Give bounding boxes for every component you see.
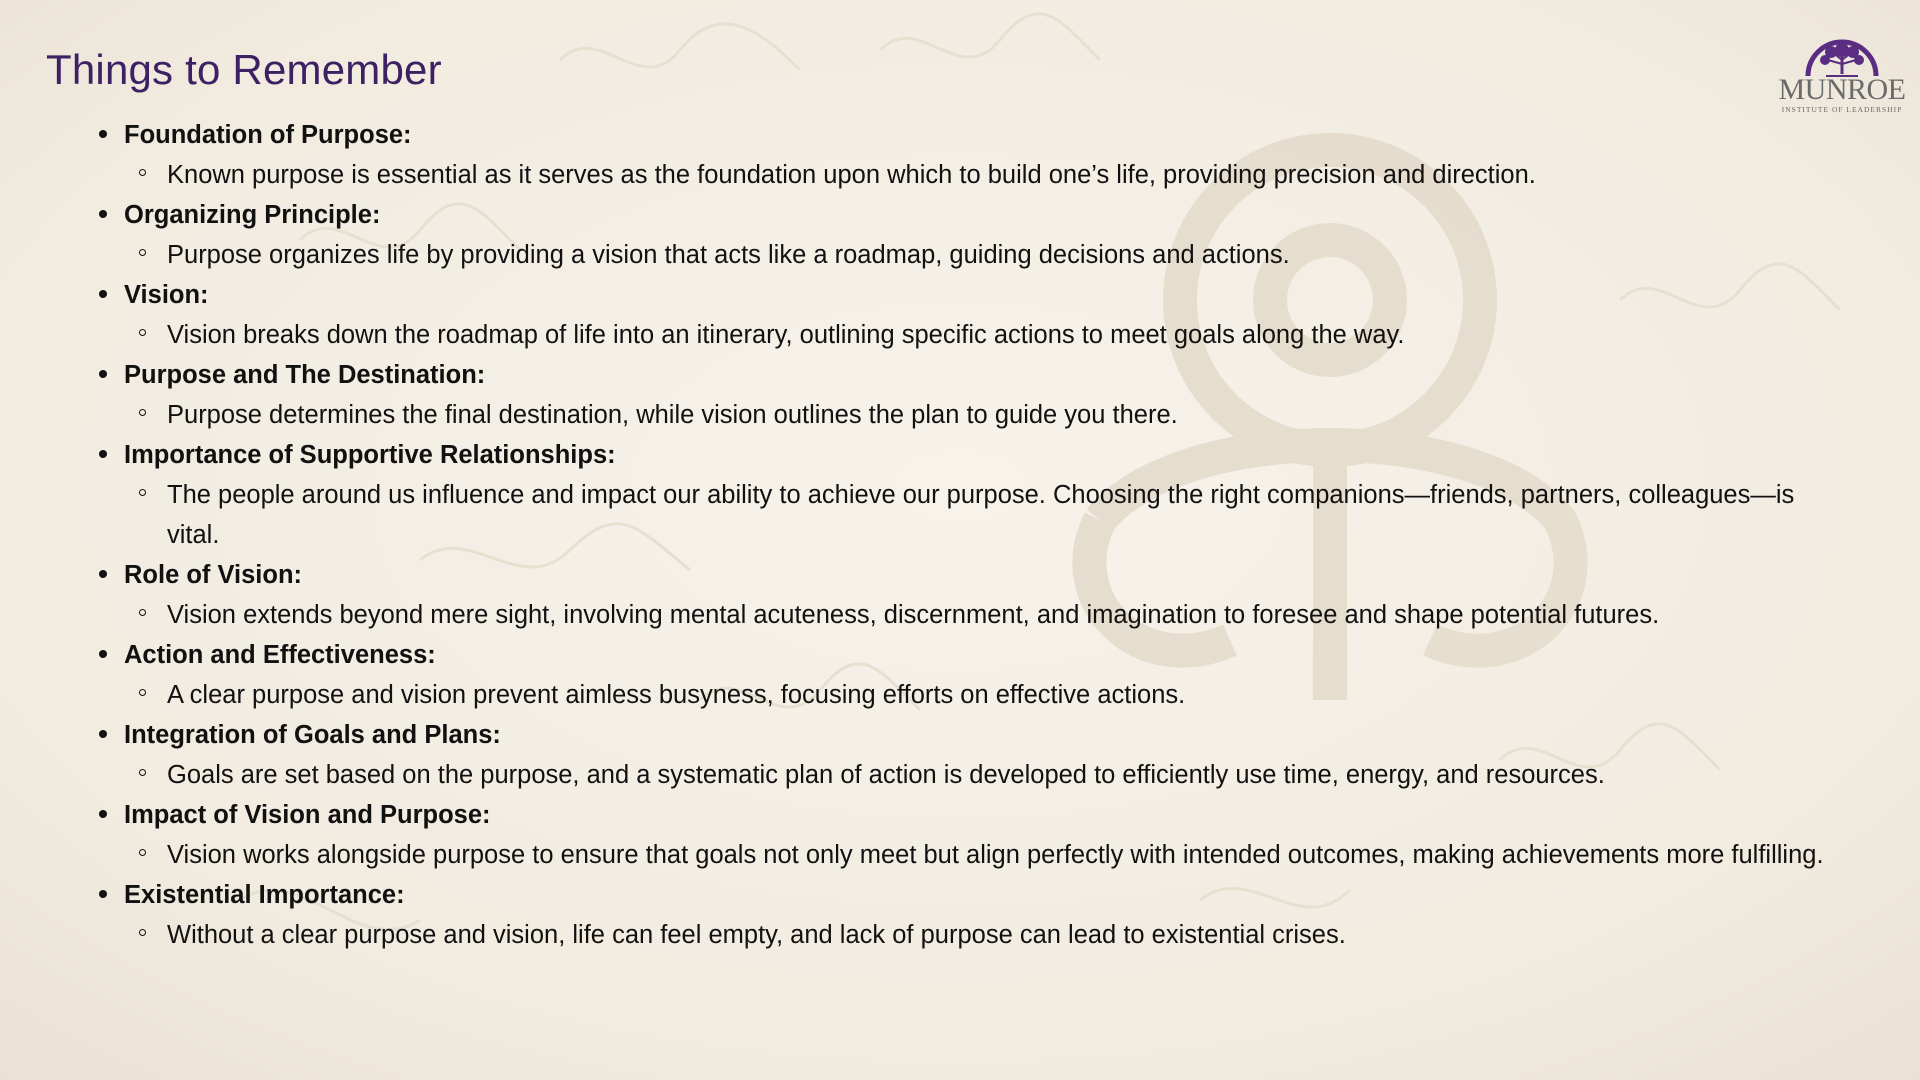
- point-text: Without a clear purpose and vision, life can feel empty, and lack of purpose can lead to existential crises.: [124, 915, 1836, 955]
- point-text: Purpose determines the final destination, while vision outlines the plan to guide you there.: [124, 395, 1836, 435]
- list-item: [96, 795, 1836, 875]
- key-points-list: [96, 115, 1836, 955]
- logo-tagline: INSTITUTE OF LEADERSHIP: [1781, 105, 1903, 114]
- point-text: Vision extends beyond mere sight, involving mental acuteness, discernment, and imagination to foresee and shape potential futures.: [124, 595, 1836, 635]
- point-heading: Integration of Goals and Plans:: [124, 721, 501, 749]
- list-item: [96, 195, 1836, 275]
- point-text: The people around us influence and impact our ability to achieve our purpose. Choosing the right companions—friends, partners, colleagues—is vital.: [124, 475, 1836, 555]
- munroe-logo: [1772, 30, 1912, 126]
- logo-name: MUNROE: [1778, 73, 1906, 106]
- point-heading: Foundation of Purpose:: [124, 121, 412, 149]
- point-text: Goals are set based on the purpose, and a systematic plan of action is developed to efficiently use time, energy, and resources.: [124, 755, 1836, 795]
- point-heading: Existential Importance:: [124, 881, 405, 909]
- point-text: Vision works alongside purpose to ensure that goals not only meet but align perfectly with intended outcomes, making achievements more fulfilling.: [124, 835, 1836, 875]
- slide-title: Things to Remember: [46, 46, 442, 93]
- point-text: Vision breaks down the roadmap of life into an itinerary, outlining specific actions to meet goals along the way.: [124, 315, 1836, 355]
- point-text: Purpose organizes life by providing a vision that acts like a roadmap, guiding decisions and actions.: [124, 235, 1836, 275]
- list-item: [96, 435, 1836, 555]
- list-item: [96, 355, 1836, 435]
- point-heading: Vision:: [124, 281, 209, 309]
- point-heading: Action and Effectiveness:: [124, 641, 436, 669]
- point-heading: Importance of Supportive Relationships:: [124, 441, 616, 469]
- list-item: [96, 635, 1836, 715]
- list-item: [96, 275, 1836, 355]
- list-item: [96, 875, 1836, 955]
- point-heading: Role of Vision:: [124, 561, 303, 589]
- point-heading: Impact of Vision and Purpose:: [124, 801, 491, 829]
- point-heading: Purpose and The Destination:: [124, 361, 486, 389]
- list-item: [96, 715, 1836, 795]
- point-text: A clear purpose and vision prevent aimless busyness, focusing efforts on effective actions.: [124, 675, 1836, 715]
- list-item: [96, 555, 1836, 635]
- point-text: Known purpose is essential as it serves as the foundation upon which to build one’s life, providing precision and direction.: [124, 155, 1836, 195]
- point-heading: Organizing Principle:: [124, 201, 381, 229]
- list-item: [96, 115, 1836, 195]
- tree-emblem-icon: [1804, 30, 1880, 78]
